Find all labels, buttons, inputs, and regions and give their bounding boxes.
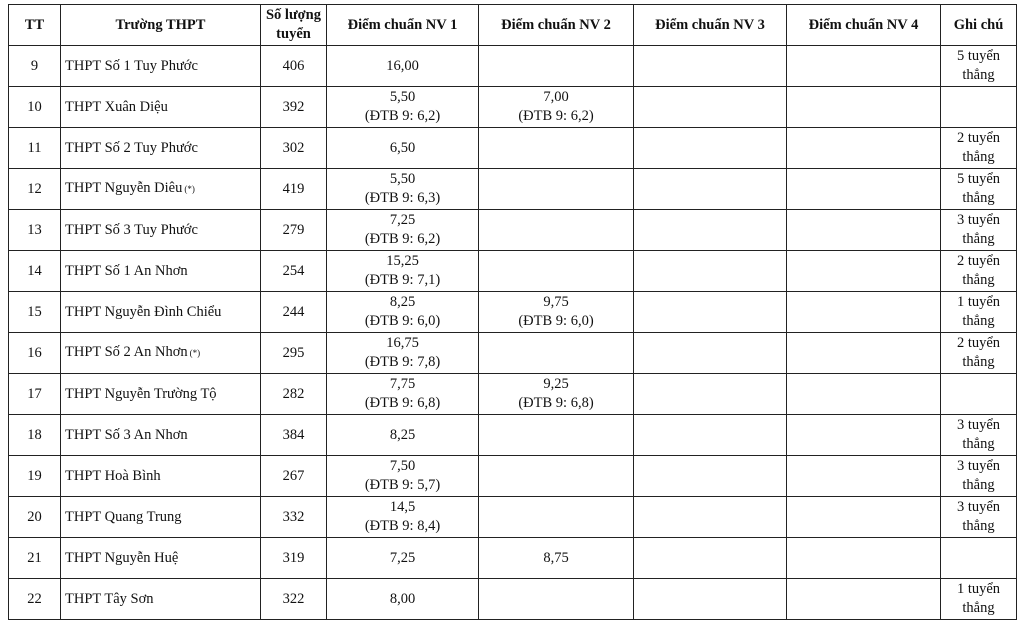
nv1-cell bbox=[327, 415, 479, 456]
quota-cell bbox=[261, 538, 327, 579]
note-cell bbox=[941, 456, 1017, 497]
tt-cell bbox=[9, 415, 61, 456]
table-row bbox=[9, 415, 1017, 456]
tt-cell bbox=[9, 251, 61, 292]
quota-value: 319 bbox=[282, 549, 305, 566]
note-cell bbox=[941, 579, 1017, 620]
tt-value: 22 bbox=[27, 590, 42, 607]
quota-value: 384 bbox=[282, 426, 305, 443]
note-cell bbox=[941, 292, 1017, 333]
note-cell bbox=[941, 128, 1017, 169]
school-name: THPT Số 2 Tuy Phước bbox=[65, 139, 198, 156]
nv4-cell bbox=[787, 292, 941, 333]
quota-cell bbox=[261, 579, 327, 620]
school-name: THPT Nguyễn Huệ bbox=[65, 549, 179, 566]
quota-value: 244 bbox=[282, 303, 305, 320]
quota-cell bbox=[261, 374, 327, 415]
note-line-1: 3 tuyển bbox=[956, 212, 1001, 228]
nv4-cell bbox=[787, 579, 941, 620]
school-name: THPT Số 3 Tuy Phước bbox=[65, 221, 198, 238]
school-cell bbox=[61, 251, 261, 292]
nv3-cell bbox=[634, 46, 787, 87]
note-line-1: 2 tuyển bbox=[956, 335, 1001, 351]
nv2-gpa: (ĐTB 9: 6,8) bbox=[518, 395, 594, 411]
note-line-1: 3 tuyển bbox=[956, 499, 1001, 515]
note-cell bbox=[941, 251, 1017, 292]
nv2-cell bbox=[479, 169, 634, 210]
nv4-cell bbox=[787, 251, 941, 292]
nv3-cell bbox=[634, 415, 787, 456]
quota-value: 392 bbox=[282, 98, 305, 115]
note-line-1: 2 tuyển bbox=[956, 253, 1001, 269]
school-name: THPT Số 1 Tuy Phước bbox=[65, 57, 198, 74]
nv3-cell bbox=[634, 251, 787, 292]
header-quota: Số lượng tuyển bbox=[261, 5, 327, 46]
note-line-1: 3 tuyển bbox=[956, 458, 1001, 474]
nv2-cell bbox=[479, 497, 634, 538]
note-line-1: 5 tuyển bbox=[956, 171, 1001, 187]
nv3-cell bbox=[634, 497, 787, 538]
nv1-gpa: (ĐTB 9: 6,8) bbox=[364, 395, 441, 411]
quota-cell bbox=[261, 87, 327, 128]
nv4-cell bbox=[787, 456, 941, 497]
nv1-score: 5,50 bbox=[389, 171, 416, 187]
note-line-2: thẳng bbox=[962, 477, 995, 493]
nv3-cell bbox=[634, 538, 787, 579]
tt-value: 14 bbox=[27, 262, 42, 279]
tt-cell bbox=[9, 210, 61, 251]
nv4-cell bbox=[787, 538, 941, 579]
nv4-cell bbox=[787, 46, 941, 87]
header-row bbox=[9, 5, 1017, 46]
nv4-cell bbox=[787, 210, 941, 251]
table-row bbox=[9, 374, 1017, 415]
school-name: THPT Số 2 An Nhơn bbox=[65, 344, 188, 361]
tt-value: 10 bbox=[27, 98, 42, 115]
nv1-cell bbox=[327, 251, 479, 292]
note-line-2: thẳng bbox=[962, 231, 995, 247]
note-line-1: 1 tuyển bbox=[956, 294, 1001, 310]
note-line-2: thẳng bbox=[962, 313, 995, 329]
tt-cell bbox=[9, 374, 61, 415]
note-cell bbox=[941, 169, 1017, 210]
quota-value: 419 bbox=[282, 180, 305, 197]
note-cell bbox=[941, 497, 1017, 538]
nv1-cell bbox=[327, 538, 479, 579]
table-body bbox=[9, 46, 1017, 620]
note-line-2: thẳng bbox=[962, 518, 995, 534]
school-name: THPT Số 3 An Nhơn bbox=[65, 426, 188, 443]
nv2-cell bbox=[479, 46, 634, 87]
school-cell bbox=[61, 333, 261, 374]
nv3-cell bbox=[634, 333, 787, 374]
table-row bbox=[9, 333, 1017, 374]
nv1-gpa: (ĐTB 9: 8,4) bbox=[364, 518, 441, 534]
nv2-score: 8,75 bbox=[543, 549, 569, 566]
nv1-gpa: (ĐTB 9: 6,2) bbox=[364, 108, 441, 124]
school-name: THPT Tây Sơn bbox=[65, 590, 154, 607]
nv4-cell bbox=[787, 374, 941, 415]
quota-cell bbox=[261, 415, 327, 456]
nv3-cell bbox=[634, 87, 787, 128]
quota-cell bbox=[261, 210, 327, 251]
school-cell bbox=[61, 87, 261, 128]
note-cell bbox=[941, 415, 1017, 456]
header-note: Ghi chú bbox=[941, 5, 1017, 46]
quota-cell bbox=[261, 292, 327, 333]
note-line-2: thẳng bbox=[962, 149, 995, 165]
tt-cell bbox=[9, 579, 61, 620]
nv1-score: 7,25 bbox=[389, 549, 416, 566]
nv1-gpa: (ĐTB 9: 6,2) bbox=[364, 231, 441, 247]
note-cell bbox=[941, 46, 1017, 87]
table-row bbox=[9, 87, 1017, 128]
tt-cell bbox=[9, 456, 61, 497]
school-cell bbox=[61, 456, 261, 497]
note-line-2: thẳng bbox=[962, 67, 995, 83]
nv1-cell bbox=[327, 456, 479, 497]
nv2-cell bbox=[479, 251, 634, 292]
nv1-cell bbox=[327, 333, 479, 374]
nv2-cell bbox=[479, 538, 634, 579]
nv1-score: 7,25 bbox=[389, 212, 416, 228]
nv2-gpa: (ĐTB 9: 6,2) bbox=[518, 108, 594, 124]
tt-value: 20 bbox=[27, 508, 42, 525]
tt-cell bbox=[9, 169, 61, 210]
tt-cell bbox=[9, 333, 61, 374]
nv2-gpa: (ĐTB 9: 6,0) bbox=[518, 313, 594, 329]
tt-cell bbox=[9, 128, 61, 169]
nv3-cell bbox=[634, 210, 787, 251]
table-row bbox=[9, 292, 1017, 333]
note-cell bbox=[941, 374, 1017, 415]
nv4-cell bbox=[787, 333, 941, 374]
school-name: THPT Quang Trung bbox=[65, 508, 182, 525]
nv1-score: 7,75 bbox=[389, 376, 416, 392]
school-name: THPT Nguyễn Diêu bbox=[65, 180, 183, 197]
school-name: THPT Nguyễn Trường Tộ bbox=[65, 385, 217, 402]
header-school: Trường THPT bbox=[61, 5, 261, 46]
nv1-score: 5,50 bbox=[389, 89, 416, 105]
quota-cell bbox=[261, 46, 327, 87]
nv1-score: 7,50 bbox=[389, 458, 416, 474]
nv1-gpa: (ĐTB 9: 5,7) bbox=[364, 477, 441, 493]
note-line-2: thẳng bbox=[962, 354, 995, 370]
table-row bbox=[9, 169, 1017, 210]
header-tt: TT bbox=[9, 5, 61, 46]
school-name: THPT Xuân Diệu bbox=[65, 98, 168, 115]
school-cell bbox=[61, 292, 261, 333]
table-row bbox=[9, 251, 1017, 292]
quota-value: 332 bbox=[282, 508, 305, 525]
tt-value: 21 bbox=[27, 549, 42, 566]
nv1-score: 16,75 bbox=[386, 335, 419, 351]
note-cell bbox=[941, 538, 1017, 579]
tt-value: 13 bbox=[27, 221, 42, 238]
quota-value: 302 bbox=[282, 139, 305, 156]
nv2-cell bbox=[479, 374, 634, 415]
header-nv4: Điểm chuẩn NV 4 bbox=[787, 5, 941, 46]
nv1-gpa: (ĐTB 9: 7,1) bbox=[364, 272, 441, 288]
nv3-cell bbox=[634, 292, 787, 333]
quota-value: 282 bbox=[282, 385, 305, 402]
nv2-cell bbox=[479, 292, 634, 333]
header-nv2: Điểm chuẩn NV 2 bbox=[479, 5, 634, 46]
nv4-cell bbox=[787, 415, 941, 456]
quota-cell bbox=[261, 456, 327, 497]
asterisk-mark: (*) bbox=[189, 347, 201, 358]
school-cell bbox=[61, 538, 261, 579]
nv1-cell bbox=[327, 210, 479, 251]
nv1-cell bbox=[327, 169, 479, 210]
nv3-cell bbox=[634, 374, 787, 415]
quota-cell bbox=[261, 128, 327, 169]
school-cell bbox=[61, 497, 261, 538]
note-line-1: 1 tuyển bbox=[956, 581, 1001, 597]
nv3-cell bbox=[634, 169, 787, 210]
nv1-cell bbox=[327, 128, 479, 169]
note-line-2: thẳng bbox=[962, 272, 995, 288]
table-row bbox=[9, 128, 1017, 169]
nv2-score: 9,25 bbox=[543, 376, 569, 392]
nv4-cell bbox=[787, 169, 941, 210]
tt-value: 12 bbox=[27, 180, 42, 197]
nv2-cell bbox=[479, 87, 634, 128]
quota-value: 322 bbox=[282, 590, 305, 607]
tt-value: 9 bbox=[30, 57, 39, 74]
school-name: THPT Số 1 An Nhơn bbox=[65, 262, 188, 279]
nv3-cell bbox=[634, 579, 787, 620]
tt-value: 17 bbox=[27, 385, 42, 402]
nv1-cell bbox=[327, 292, 479, 333]
tt-value: 18 bbox=[27, 426, 42, 443]
nv2-cell bbox=[479, 333, 634, 374]
header-nv1: Điểm chuẩn NV 1 bbox=[327, 5, 479, 46]
nv1-cell bbox=[327, 497, 479, 538]
quota-value: 406 bbox=[282, 57, 305, 74]
tt-value: 15 bbox=[27, 303, 42, 320]
note-line-1: 5 tuyển bbox=[956, 48, 1001, 64]
table-row bbox=[9, 456, 1017, 497]
nv1-score: 16,00 bbox=[386, 57, 419, 74]
nv3-cell bbox=[634, 128, 787, 169]
nv1-score: 8,25 bbox=[389, 294, 416, 310]
note-line-2: thẳng bbox=[962, 190, 995, 206]
table-row bbox=[9, 497, 1017, 538]
quota-cell bbox=[261, 497, 327, 538]
quota-cell bbox=[261, 333, 327, 374]
tt-cell bbox=[9, 497, 61, 538]
tt-cell bbox=[9, 292, 61, 333]
nv1-score: 15,25 bbox=[386, 253, 419, 269]
school-cell bbox=[61, 415, 261, 456]
tt-value: 11 bbox=[27, 139, 42, 156]
asterisk-mark: (*) bbox=[184, 183, 195, 194]
note-line-2: thẳng bbox=[962, 436, 995, 452]
school-cell bbox=[61, 128, 261, 169]
nv1-cell bbox=[327, 374, 479, 415]
school-cell bbox=[61, 169, 261, 210]
quota-value: 254 bbox=[282, 262, 305, 279]
nv2-cell bbox=[479, 456, 634, 497]
table-row bbox=[9, 210, 1017, 251]
table-row bbox=[9, 46, 1017, 87]
quota-value: 279 bbox=[282, 221, 305, 238]
nv1-score: 14,5 bbox=[389, 499, 416, 515]
nv1-gpa: (ĐTB 9: 6,3) bbox=[364, 190, 441, 206]
nv1-gpa: (ĐTB 9: 7,8) bbox=[364, 354, 441, 370]
nv2-cell bbox=[479, 579, 634, 620]
table-row bbox=[9, 579, 1017, 620]
nv1-cell bbox=[327, 87, 479, 128]
nv3-cell bbox=[634, 456, 787, 497]
table-row bbox=[9, 538, 1017, 579]
nv4-cell bbox=[787, 497, 941, 538]
tt-cell bbox=[9, 46, 61, 87]
nv2-cell bbox=[479, 128, 634, 169]
nv2-cell bbox=[479, 415, 634, 456]
note-line-1: 2 tuyển bbox=[956, 130, 1001, 146]
nv1-cell bbox=[327, 579, 479, 620]
school-cell bbox=[61, 46, 261, 87]
nv1-score: 6,50 bbox=[389, 139, 416, 156]
note-cell bbox=[941, 210, 1017, 251]
quota-cell bbox=[261, 251, 327, 292]
note-line-2: thẳng bbox=[962, 600, 995, 616]
note-cell bbox=[941, 333, 1017, 374]
nv1-score: 8,25 bbox=[389, 426, 416, 443]
nv1-gpa: (ĐTB 9: 6,0) bbox=[364, 313, 441, 329]
nv2-cell bbox=[479, 210, 634, 251]
nv1-score: 8,00 bbox=[389, 590, 416, 607]
quota-value: 267 bbox=[282, 467, 305, 484]
header-nv3: Điểm chuẩn NV 3 bbox=[634, 5, 787, 46]
tt-value: 19 bbox=[27, 467, 42, 484]
nv2-score: 9,75 bbox=[543, 294, 569, 310]
tt-cell bbox=[9, 538, 61, 579]
quota-value: 295 bbox=[282, 344, 305, 361]
nv2-score: 7,00 bbox=[543, 89, 569, 105]
nv1-cell bbox=[327, 46, 479, 87]
nv4-cell bbox=[787, 128, 941, 169]
school-cell bbox=[61, 579, 261, 620]
school-cell bbox=[61, 374, 261, 415]
school-name: THPT Hoà Bình bbox=[65, 467, 161, 484]
tt-cell bbox=[9, 87, 61, 128]
school-name: THPT Nguyễn Đình Chiểu bbox=[65, 303, 222, 320]
tt-value: 16 bbox=[27, 344, 42, 361]
note-cell bbox=[941, 87, 1017, 128]
nv4-cell bbox=[787, 87, 941, 128]
note-line-1: 3 tuyển bbox=[956, 417, 1001, 433]
school-cell bbox=[61, 210, 261, 251]
quota-cell bbox=[261, 169, 327, 210]
admission-score-table bbox=[8, 4, 1017, 620]
